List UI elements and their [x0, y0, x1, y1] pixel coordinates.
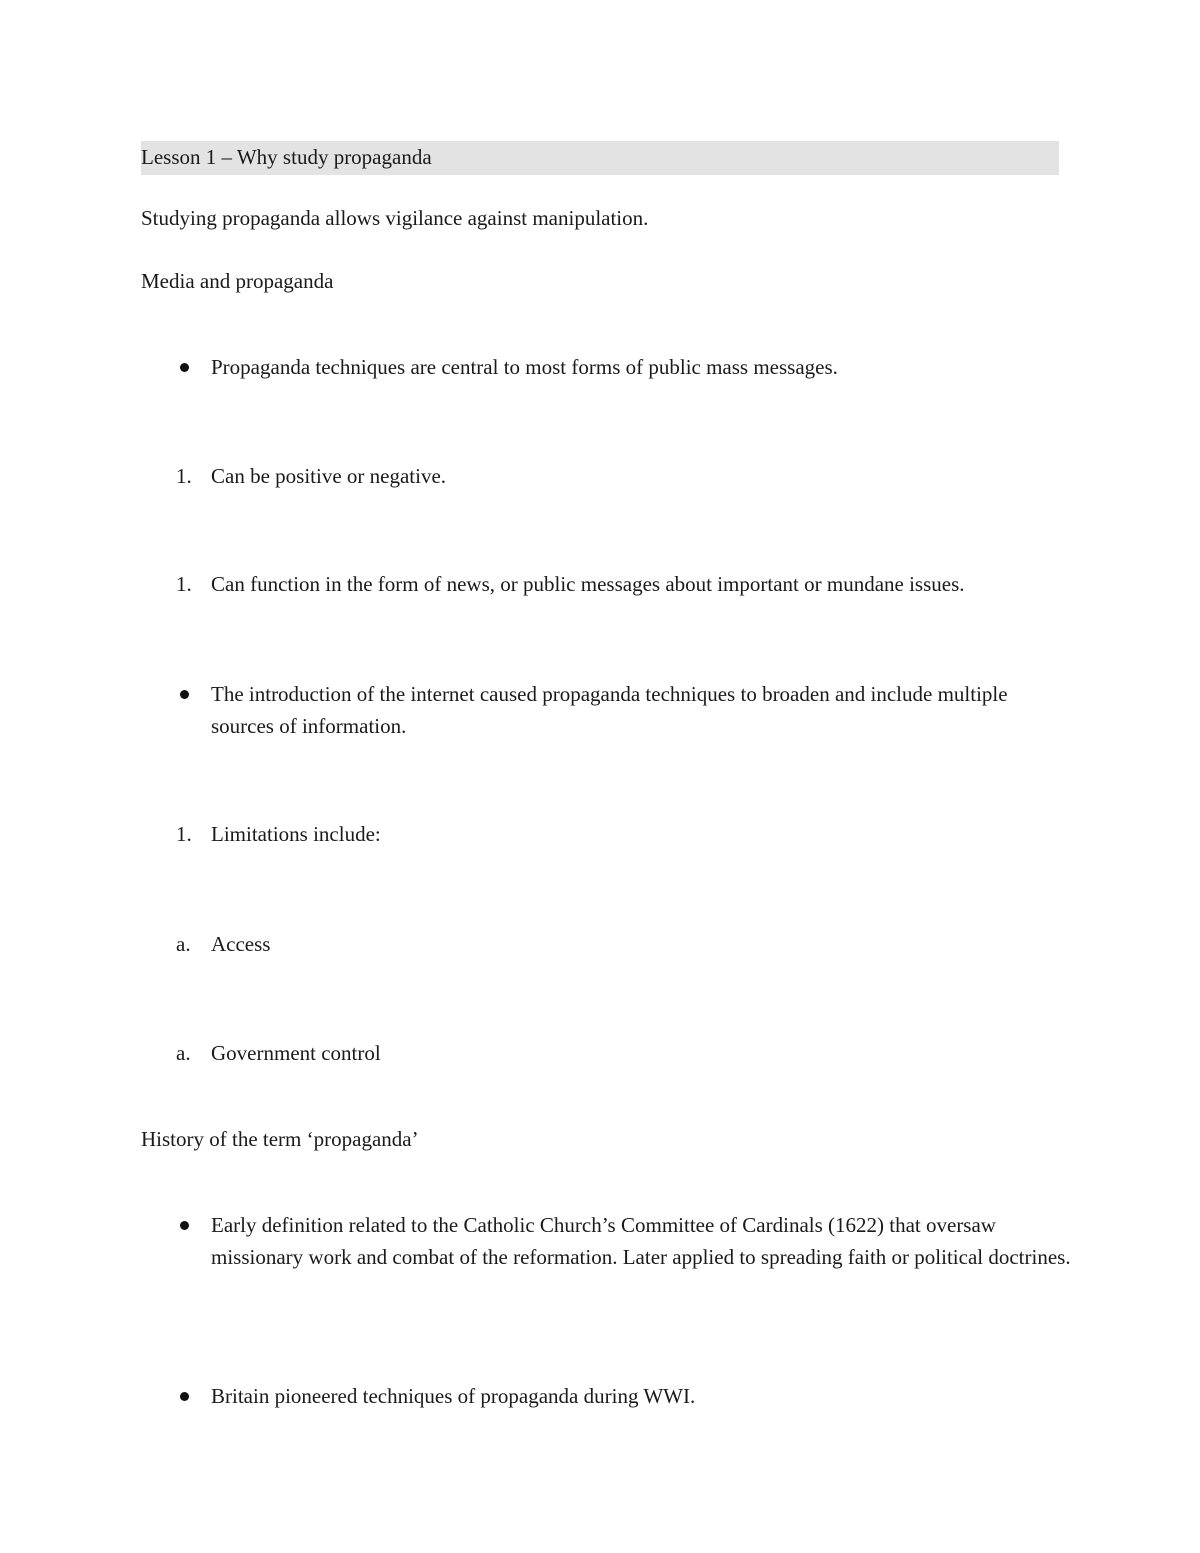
section-title-media: Media and propaganda — [141, 269, 334, 293]
list-item-text: Can function in the form of news, or public messages about important or mundane issues. — [211, 572, 965, 596]
bullet-dot-icon — [180, 1221, 189, 1230]
list-item-text: Limitations include: — [211, 822, 381, 846]
bullet-dot-icon — [180, 363, 189, 372]
bullet-dot-icon — [180, 690, 189, 699]
list-marker: 1. — [176, 822, 192, 846]
list-item-text: Access — [211, 932, 271, 956]
list-item-text: The introduction of the internet caused propaganda techniques to broaden and include multiple sources of information. — [211, 682, 1008, 738]
lesson-heading — [141, 141, 1059, 175]
list-item-text: Can be positive or negative. — [211, 464, 447, 488]
list-item-text: Britain pioneered techniques of propaganda during WWI. — [211, 1384, 696, 1408]
bullet-dot-icon — [180, 1392, 189, 1401]
list-marker: 1. — [176, 572, 192, 596]
intro-paragraph: Studying propaganda allows vigilance against manipulation. — [141, 206, 649, 230]
list-item-text: Government control — [211, 1041, 381, 1065]
list-item-text: Propaganda techniques are central to most forms of public mass messages. — [211, 355, 838, 379]
list-marker: a. — [176, 932, 191, 956]
section-title-history: History of the term ‘propaganda’ — [141, 1127, 419, 1151]
list-item-text: Early definition related to the Catholic Church’s Committee of Cardinals (1622) that oversaw missionary work and combat of the reformation. Later applied to spreading faith or political doctrines. — [211, 1213, 1071, 1269]
lesson-heading-text: Lesson 1 – Why study propaganda — [141, 145, 432, 169]
list-marker: a. — [176, 1041, 191, 1065]
list-marker: 1. — [176, 464, 192, 488]
